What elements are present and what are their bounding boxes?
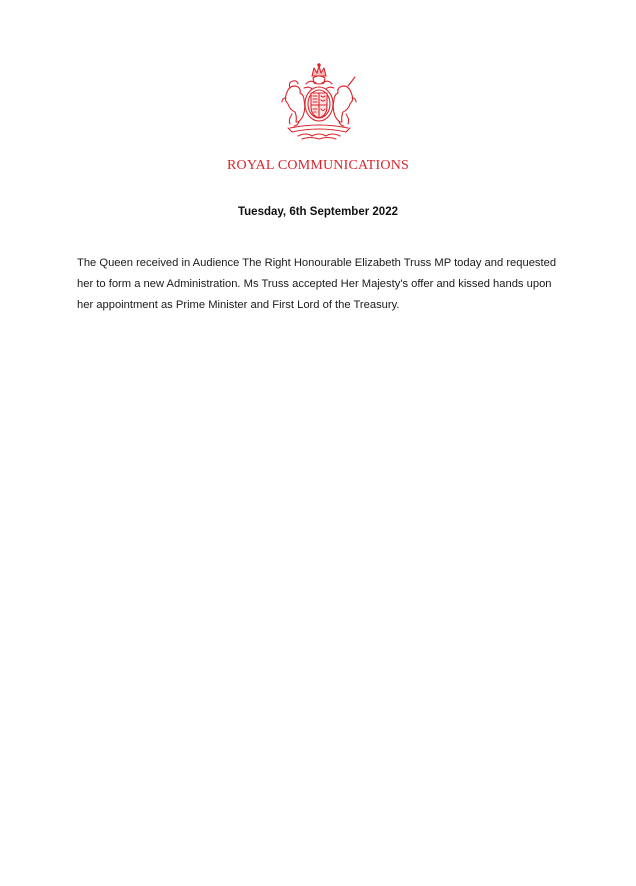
announcement-body: The Queen received in Audience The Right Honourable Elizabeth Truss MP today and requested her to form a new Administration. Ms Truss accepted Her Majesty's offer and kissed hands upon her appointment as Prime Minister and First Lord of the Treasury.	[77, 257, 557, 311]
royal-coat-of-arms-icon	[276, 62, 362, 142]
announcement-date: Tuesday, 6th September 2022	[237, 206, 398, 218]
letterhead-title: ROYAL COMMUNICATIONS	[227, 158, 409, 173]
